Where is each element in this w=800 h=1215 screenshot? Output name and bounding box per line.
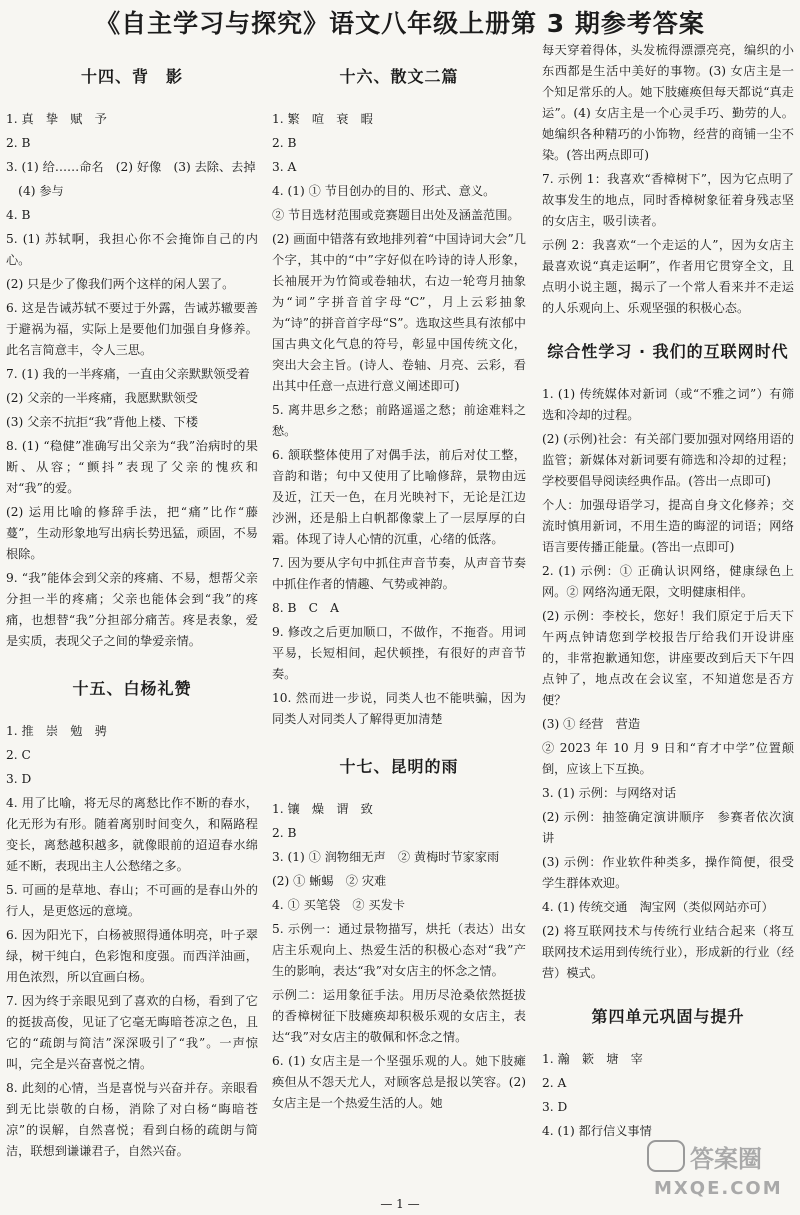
answer-line: 1. 推 崇 勉 骋	[6, 724, 107, 738]
page-number: — 1 —	[380, 1197, 420, 1211]
watermark-logo	[646, 1139, 786, 1201]
answer-line: 7. (1) 我的一半疼痛，一直由父亲默默领受着	[6, 367, 250, 381]
answer-line: 5. 可画的是草地、春山；不可画的是春山外的行人，是更悠远的意境。	[6, 883, 258, 918]
answer-line: (2) 只是少了像我们两个这样的闲人罢了。	[6, 277, 235, 291]
answer-line: 6. 颔联整体使用了对偶手法，前后对仗工整，音韵和谐；句中又使用了比喻修辞，景物由远及近，江天一色，在月光映衬下，无论是江边沙洲，还是船上白帆都像蒙上了一层厚厚的白霜。体现了诗人心情的沉重，心绪的低落。	[272, 448, 526, 546]
answer-line: 8. 此刻的心情，当是喜悦与兴奋并存。亲眼看到无比崇敬的白杨，消除了对白杨“晦暗苍凉”的误解，自然喜悦；看到白杨的疏朗与简洁，联想到谦谦君子，自然兴奋。	[6, 1081, 258, 1158]
answer-line: 2. A	[542, 1076, 567, 1090]
answer-line: 3. (1) 给……命名 (2) 好像 (3) 去除、去掉	[6, 160, 256, 174]
column-right	[542, 40, 794, 1145]
answer-line: 2. B	[272, 136, 297, 150]
answer-line: 6. (1) 女店主是一个坚强乐观的人。她下肢瘫痪但从不怨天尤人，对顾客总是报以笑容。(2) 女店主是一个热爱生活的人。她	[272, 1054, 526, 1110]
answer-line: 7. 因为终于亲眼见到了喜欢的白杨，看到了它的挺拔高俊，见证了它毫无晦暗苍凉之色，且它的“疏朗与简洁”深深吸引了“我”。一声惊叫，完全是兴奋喜悦之情。	[6, 994, 258, 1071]
column-left	[6, 52, 258, 1165]
answer-line: (4) 参与	[6, 184, 64, 198]
answer-line: ② 节目选材范围或竞赛题目出处及涵盖范围。	[272, 208, 520, 222]
section-heading-comprehensive: 综合性学习 · 我们的互联网时代	[547, 342, 789, 361]
section-heading-14: 十四、背 影	[80, 67, 183, 86]
answer-line: 3. D	[6, 772, 32, 786]
answer-line: (2) 画面中错落有致地排列着“中国诗词大会”几个字，其中的“中”字好似在吟诗的诗人形象，长袖展开为竹简或卷轴状，右边一轮弯月抽象为“词”字拼音首字母“C”，月上云彩抽象为“诗”的拼音首字母“S”。选取这些具有浓郁中国古典文化气息的符号，彰显中国传统文化，突出大会主旨。(诗人、卷轴、月亮、云彩，看出其中任意一点进行意义阐述即可)	[272, 232, 526, 393]
answer-line: 1. 镶 燥 谓 致	[272, 802, 373, 816]
page-title: 《自主学习与探究》语文八年级上册第 3 期参考答案	[95, 9, 705, 38]
answer-line: 1. 真 挚 赋 予	[6, 112, 107, 126]
answer-line: 2. B	[272, 826, 297, 840]
answer-line: 5. 示例一：通过景物描写，烘托（表达）出女店主乐观向上、热爱生活的积极心态对“我”产生的影响，表达“我”对女店主的怀念之情。	[272, 922, 526, 978]
answer-line: 4. ① 买笔袋 ② 买发卡	[272, 898, 405, 912]
answer-line: (2) (示例)社会：有关部门要加强对网络用语的监管；新媒体对新词要有筛选和冷却的过程；学校要倡导阅读经典作品。(答出一点即可)	[542, 432, 794, 488]
answer-line: 1. 繁 喧 衰 暇	[272, 112, 373, 126]
answer-line: 示例 2：我喜欢“一个走运的人”，因为女店主最喜欢说“真走运啊”，作者用它贯穿全文，且点明小说主题，揭示了一个常人看来并不走运的人乐观向上、乐观坚强的积极心态。	[542, 238, 794, 315]
watermark-text-1: 答案圈	[690, 1145, 762, 1173]
answer-line: 4. (1) 传统交通 淘宝网（类似网站亦可）	[542, 900, 774, 914]
section-16-answers	[272, 109, 526, 730]
answer-line: 4. (1) 都行信义事情	[542, 1124, 652, 1138]
answer-line: 1. (1) 传统媒体对新词（或“不雅之词”）有筛选和冷却的过程。	[542, 387, 794, 422]
section-17-continued	[542, 40, 794, 319]
answer-line: 9. 修改之后更加顺口，不做作，不拖沓。用词平易，长短相间，起伏顿挫，有很好的声音节奏。	[272, 625, 526, 681]
column-middle	[272, 52, 526, 1117]
answer-line: 3. A	[272, 160, 297, 174]
answer-line: 6. 因为阳光下，白杨被照得通体明亮，叶子翠绿，树干纯白，色彩饱和度强。而西洋油画，用色浓烈，所以宜画白杨。	[6, 928, 258, 984]
section-heading-17: 十七、昆明的雨	[339, 757, 459, 776]
unit4-answers	[542, 1049, 794, 1142]
answer-line: (3) 示例：作业软件种类多，操作简便，很受学生群体欢迎。	[542, 855, 794, 890]
comprehensive-answers	[542, 384, 794, 984]
section-14-answers	[6, 109, 258, 652]
answer-line: 2. B	[6, 136, 31, 150]
answer-line: (2) ① 蜥蜴 ② 灾难	[272, 874, 387, 888]
answer-line: ② 2023 年 10 月 9 日和“育才中学”位置颠倒，应该上下互换。	[542, 741, 794, 776]
answer-line: 10. 然而进一步说，同类人也不能哄骗，因为同类人对同类人了解得更加清楚	[272, 691, 526, 726]
answer-line: 5. (1) 苏轼啊，我担心你不会掩饰自己的内心。	[6, 232, 258, 267]
answer-line: 9. “我”能体会到父亲的疼痛、不易，想帮父亲分担一半的疼痛；父亲也能体会到“我”的疼痛，也想替“我”分担部分痛苦。疼是表象，爱是实质，表现父子之间的挚爱亲情。	[6, 571, 258, 648]
answer-line: 4. B	[6, 208, 31, 222]
answer-line: (2) 父亲的一半疼痛，我愿默默领受	[6, 391, 198, 405]
answer-line: 3. (1) 示例：与网络对话	[542, 786, 677, 800]
watermark-logo-graphic	[646, 1139, 786, 1201]
answer-line: 2. C	[6, 748, 31, 762]
answer-line: 个人：加强母语学习，提高自身文化修养；交流时慎用新词，不用生造的晦涩的词语；网络语言要传播正能量。(答出一点即可)	[542, 498, 794, 554]
answer-line: 示例二：运用象征手法。用历尽沧桑依然挺拔的香樟树征下肢瘫痪却积极乐观的女店主，表达“我”对女店主的敬佩和怀念之情。	[272, 988, 526, 1044]
section-17-answers	[272, 799, 526, 1114]
section-heading-15: 十五、白杨礼赞	[72, 679, 192, 698]
answer-line: 每天穿着得体，头发梳得漂漂亮亮，编织的小东西都是生活中美好的事物。(3) 女店主是一个知足常乐的人。她下肢瘫痪但每天都说“真走运”。(4) 女店主是一个心灵手巧、勤劳的人。她编织各种精巧的小饰物，经营的商铺一尘不染。(答出两点即可)	[542, 43, 794, 162]
answer-line: 8. (1) “稳健”准确写出父亲为“我”治病时的果断、从容；“颤抖”表现了父亲的愧疚和对“我”的爱。	[6, 439, 258, 495]
watermark-text-2: MXQE.COM	[654, 1178, 783, 1199]
answer-line: 5. 离井思乡之愁；前路遥遥之愁；前途难料之愁。	[272, 403, 526, 438]
answer-line: 1. 瀚 簌 塘 宰	[542, 1052, 643, 1066]
answer-line: (2) 将互联网技术与传统行业结合起来（将互联网技术运用到传统行业），形成新的行业（经营）模式。	[542, 924, 794, 980]
answer-line: (2) 示例：李校长，您好！我们原定于后天下午两点钟请您到学校报告厅给我们开设讲座的，非常抱歉通知您，讲座要改到后天下午四点钟了，地点改在会议室，不知道您是否方便？	[542, 609, 794, 707]
answer-line: (2) 运用比喻的修辞手法，把“痛”比作“藤蔓”，生动形象地写出病长势迅猛，顽固，不易根除。	[6, 505, 258, 561]
answer-line: 4. 用了比喻，将无尽的离愁比作不断的春水，化无形为有形。随着离别时间变久，和隔路程变长，离愁越积越多，就像眼前的迢迢春水绵延不断，表现出主人公愁绪之多。	[6, 796, 258, 873]
answer-line: 7. 因为要从字句中抓住声音节奏，从声音节奏中抓住作者的情趣、气势或神韵。	[272, 556, 526, 591]
answer-line: (3) ① 经营 营造	[542, 717, 641, 731]
section-heading-unit4: 第四单元巩固与提升	[591, 1007, 745, 1026]
answer-line: 3. D	[542, 1100, 568, 1114]
section-heading-16: 十六、散文二篇	[339, 67, 459, 86]
answer-line: 8. B C A	[272, 601, 339, 615]
section-15-answers	[6, 721, 258, 1162]
answer-line: 6. 这是告诫苏轼不要过于外露，告诫苏辙要善于避祸为福，实际上是要他们加强自身修养。此名言简意丰，令人三思。	[6, 301, 258, 357]
answer-line: 2. (1) 示例：① 正确认识网络，健康绿色上网。② 网络沟通无限，文明健康相伴。	[542, 564, 794, 599]
answer-line: 7. 示例 1：我喜欢“香樟树下”，因为它点明了故事发生的地点，同时香樟树象征着身残志坚的女店主，吸引读者。	[542, 172, 794, 228]
answer-line: 4. (1) ① 节目创办的目的、形式、意义。	[272, 184, 496, 198]
answer-line: (2) 示例：抽签确定演讲顺序 参赛者依次演讲	[542, 810, 794, 845]
answer-line: (3) 父亲不抗拒“我”背他上楼、下楼	[6, 415, 199, 429]
answer-line: 3. (1) ① 润物细无声 ② 黄梅时节家家雨	[272, 850, 500, 864]
